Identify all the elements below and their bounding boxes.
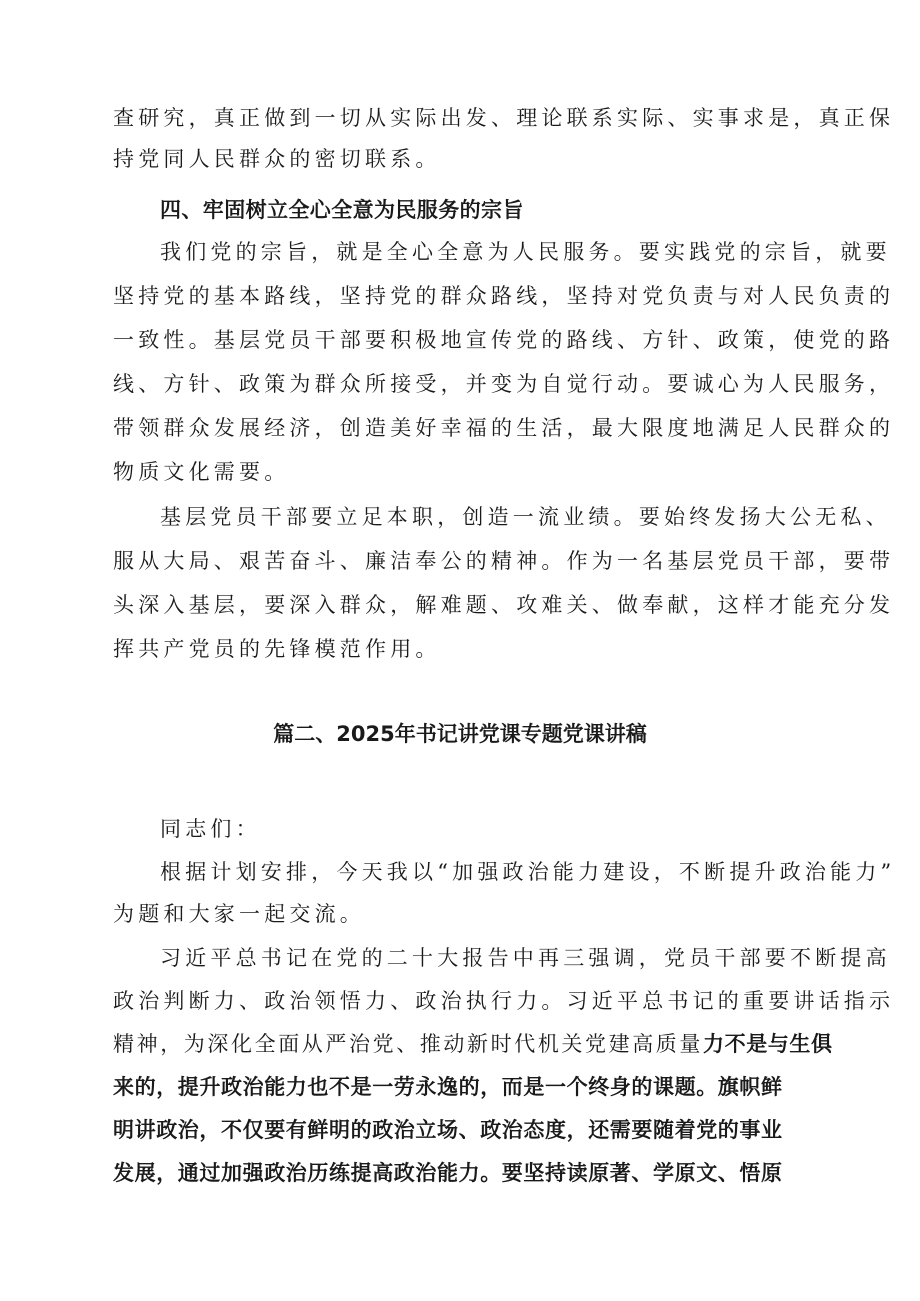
paragraph-line: 为题和大家一起交流。 xyxy=(113,902,365,926)
paragraph-line: 线、方针、政策为群众所接受，并变为自觉行动。要诚心为人民服务， xyxy=(113,372,895,396)
paragraph-line: 一致性。基层党员干部要积极地宣传党的路线、方针、政策，使党的路 xyxy=(113,328,895,352)
salutation: 同志们： xyxy=(160,817,261,841)
paragraph-line-bold: 明讲政治，不仅要有鲜明的政治立场、政治态度，还需要随着党的事业 xyxy=(113,1118,783,1142)
paragraph-line: 基层党员干部要立足本职，创造一流业绩。要始终发扬大公无私、 xyxy=(160,505,891,529)
paragraph-line: 物质文化需要。 xyxy=(113,460,290,484)
paragraph-line-mixed xyxy=(113,1030,843,1058)
paragraph-line: 挥共产党员的先锋模范作用。 xyxy=(113,637,441,661)
paragraph-segment: 精神，为深化全面从严治党、推动新时代机关党建高质量 xyxy=(113,1032,703,1056)
paragraph-line: 持党同人民群众的密切联系。 xyxy=(113,147,441,171)
article-title: 篇二、2025年书记讲党课专题党课讲稿 xyxy=(273,722,647,746)
paragraph-line: 查研究，真正做到一切从实际出发、理论联系实际、实事求是，真正保 xyxy=(113,106,895,130)
paragraph-line: 习近平总书记在党的二十大报告中再三强调，党员干部要不断提高 xyxy=(160,946,891,970)
paragraph-line: 带领群众发展经济，创造美好幸福的生活，最大限度地满足人民群众的 xyxy=(113,416,895,440)
paragraph-line: 根据计划安排，今天我以“加强政治能力建设，不断提升政治能力” xyxy=(160,860,896,884)
paragraph-line: 政治判断力、政治领悟力、政治执行力。习近平总书记的重要讲话指示 xyxy=(113,989,895,1013)
paragraph-line-bold: 来的，提升政治能力也不是一劳永逸的，而是一个终身的课题。旗帜鲜 xyxy=(113,1075,783,1099)
paragraph-line: 坚持党的基本路线，坚持党的群众路线，坚持对党负责与对人民负责的 xyxy=(113,284,895,308)
paragraph-line: 服从大局、艰苦奋斗、廉洁奉公的精神。作为一名基层党员干部，要带 xyxy=(113,549,895,573)
paragraph-line-bold: 发展，通过加强政治历练提高政治能力。要坚持读原著、学原文、悟原 xyxy=(113,1161,783,1185)
paragraph-segment-bold: 力不是与生俱 xyxy=(703,1032,833,1056)
section-heading: 四、牢固树立全心全意为民服务的宗旨 xyxy=(160,198,524,222)
paragraph-line: 头深入基层，要深入群众，解难题、攻难关、做奉献，这样才能充分发 xyxy=(113,593,895,617)
paragraph-line: 我们党的宗旨，就是全心全意为人民服务。要实践党的宗旨，就要 xyxy=(160,240,891,264)
